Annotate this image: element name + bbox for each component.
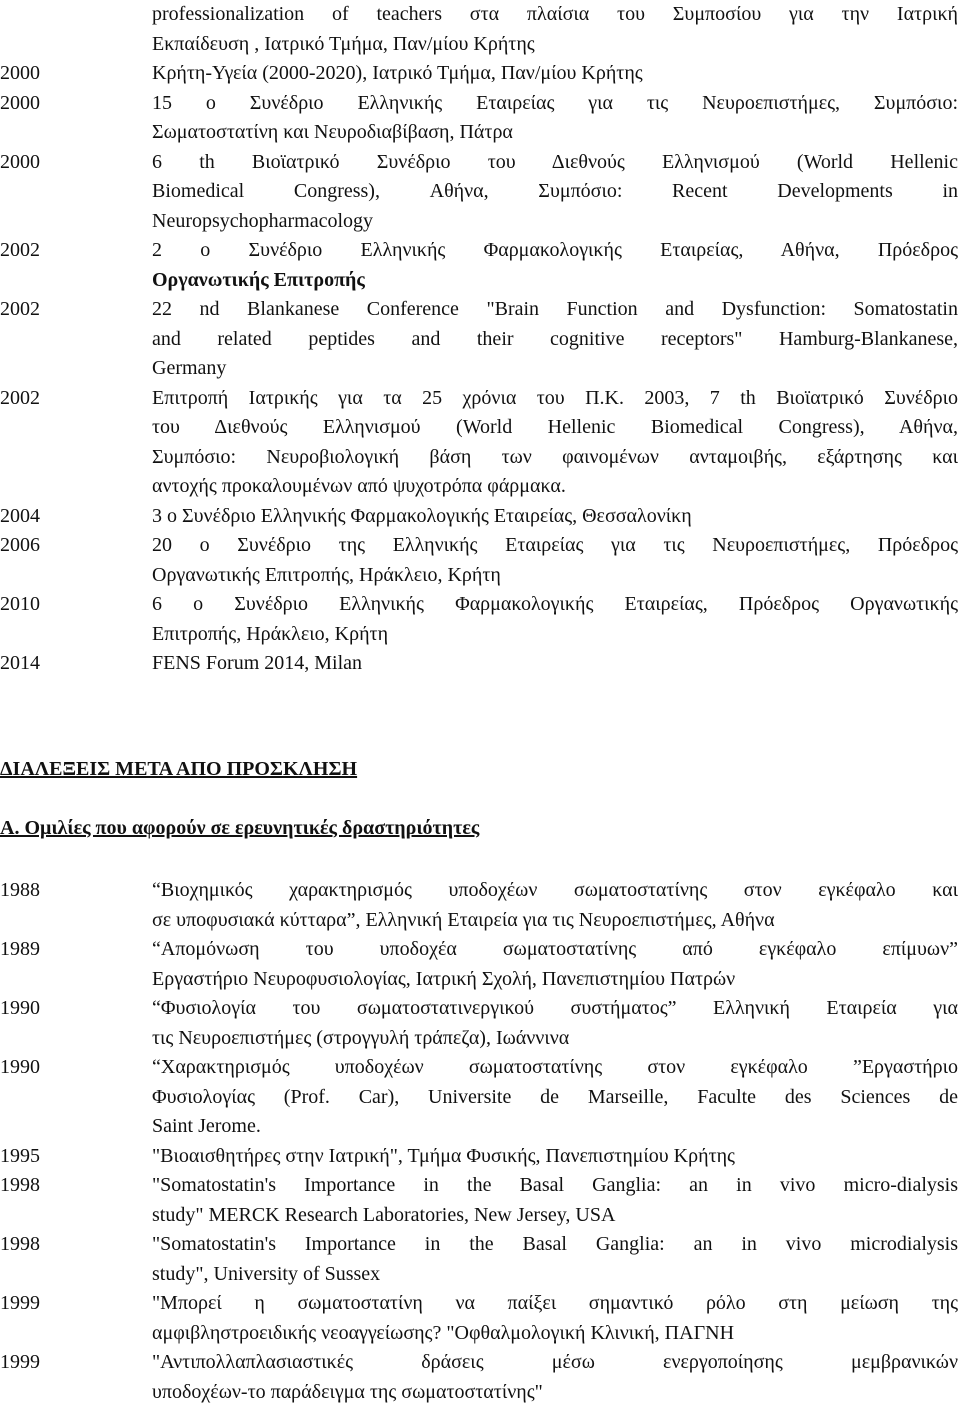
entry-text [152,649,960,679]
entry-year: 2002 [0,384,152,414]
entry-line: Εκπαίδευση , Ιατρικό Τμήμα, Παν/μίου Κρήτης [152,30,958,60]
entry-text [152,876,960,935]
entry-line: του Διεθνούς Ελληνισμού (World Hellenic Biomedical Congress), Αθήνα, [152,413,958,443]
entry-line: "Αντιπολλαπλασιαστικές δράσεις μέσω ενεργοποίησης μεμβρανικών [152,1348,958,1378]
entry-text [152,148,960,237]
entry-line: study", University of Sussex [152,1260,958,1290]
entry-year: 1998 [0,1171,152,1201]
list-item [0,59,960,89]
list-item [0,590,960,649]
talks-list [0,876,960,1407]
entry-line: αμφιβληστροειδικής νεοαγγείωσης? "Οφθαλμολογική Κλινική, ΠΑΓΝΗ [152,1319,958,1349]
entry-line: Οργανωτικής Επιτροπής, Ηράκλειο, Κρήτη [152,561,958,591]
entry-year: 2014 [0,649,152,679]
list-item [0,0,960,59]
entry-text [152,935,960,994]
entry-line: "Μπορεί η σωματοστατίνη να παίξει σημαντικό ρόλο στη μείωση της [152,1289,958,1319]
conference-list [0,0,960,679]
entry-year: 1990 [0,994,152,1024]
entry-text [152,502,960,532]
entry-line: Neuropsychopharmacology [152,207,958,237]
list-item [0,1289,960,1348]
list-item [0,148,960,237]
entry-line: "Somatostatin's Importance in the Basal Ganglia: an in vivo microdialysis [152,1230,958,1260]
list-item [0,1142,960,1172]
list-item [0,935,960,994]
list-item [0,649,960,679]
entry-line: Εργαστήριο Νευροφυσιολογίας, Ιατρική Σχολή, Πανεπιστημίου Πατρών [152,965,958,995]
list-item [0,994,960,1053]
entry-line: υποδοχέων-το παράδειγμα της σωματοστατίνης" [152,1378,958,1407]
entry-year: 2002 [0,295,152,325]
entry-year: 2000 [0,59,152,89]
entry-line: τις Νευροεπιστήμες (στρογγυλή τράπεζα), Ιωάννινα [152,1024,958,1054]
subsection-heading: Α. Ομιλίες που αφορούν σε ερευνητικές δραστηριότητες [0,817,479,840]
entry-year: 1999 [0,1289,152,1319]
entry-line: 15 o Συνέδριο Ελληνικής Εταιρείας για τις Νευροεπιστήμες, Συμπόσιο: [152,89,958,119]
list-item [0,1171,960,1230]
entry-text [152,1142,960,1172]
entry-line: Οργανωτικής Επιτροπής [152,266,958,296]
section-heading: ΔΙΑΛΕΞΕΙΣ ΜΕΤΑ ΑΠΟ ΠΡΟΣΚΛΗΣΗ [0,758,357,781]
list-item [0,502,960,532]
entry-line: 22 nd Blankanese Conference "Brain Function and Dysfunction: Somatostatin [152,295,958,325]
list-item [0,1348,960,1407]
entry-line: "Somatostatin's Importance in the Basal Ganglia: an in vivo micro-dialysis [152,1171,958,1201]
entry-text [152,384,960,502]
entry-year: 2000 [0,148,152,178]
entry-line: “Φυσιολογία του σωματοστατινεργικού συστήματος” Ελληνική Εταιρεία για [152,994,958,1024]
entry-text [152,1171,960,1230]
entry-year: 1995 [0,1142,152,1172]
entry-line: study" MERCK Research Laboratories, New Jersey, USA [152,1201,958,1231]
entry-text [152,236,960,295]
list-item [0,1053,960,1142]
entry-year: 1989 [0,935,152,965]
entry-line: and related peptides and their cognitive receptors" Hamburg-Blankanese, [152,325,958,355]
list-item [0,89,960,148]
entry-text [152,1289,960,1348]
entry-text [152,1053,960,1142]
entry-line: Biomedical Congress), Αθήνα, Συμπόσιο: Recent Developments in [152,177,958,207]
list-item [0,236,960,295]
entry-line: Επιτροπής, Ηράκλειο, Κρήτη [152,620,958,650]
list-item [0,531,960,590]
list-item [0,1230,960,1289]
entry-year: 2002 [0,236,152,266]
entry-line: 20 o Συνέδριο της Ελληνικής Εταιρείας για τις Νευροεπιστήμες, Πρόεδρος [152,531,958,561]
entry-line: 6 th Βιοϊατρικό Συνέδριο του Διεθνούς Ελληνισμού (World Hellenic [152,148,958,178]
entry-year: 1998 [0,1230,152,1260]
entry-text [152,295,960,384]
list-item [0,876,960,935]
list-item [0,384,960,502]
entry-text [152,590,960,649]
entry-line: FENS Forum 2014, Milan [152,649,958,679]
entry-year: 1988 [0,876,152,906]
entry-text [152,1348,960,1407]
entry-line: "Βιοαισθητήρες στην Ιατρική", Τμήμα Φυσικής, Πανεπιστημίου Κρήτης [152,1142,958,1172]
entry-line: 3 o Συνέδριο Ελληνικής Φαρμακολογικής Εταιρείας, Θεσσαλονίκη [152,502,958,532]
entry-year: 2010 [0,590,152,620]
entry-line: Σωματοστατίνη και Νευροδιαβίβαση, Πάτρα [152,118,958,148]
entry-line: Saint Jerome. [152,1112,958,1142]
entry-line: professionalization of teachers στα πλαίσια του Συμποσίου για την Ιατρική [152,0,958,30]
entry-text [152,994,960,1053]
list-item [0,295,960,384]
entry-text [152,531,960,590]
entry-line: αντοχής προκαλουμένων από ψυχοτρόπα φάρμακα. [152,472,958,502]
entry-line: σε υποφυσιακά κύτταρα”, Ελληνική Εταιρεία για τις Νευροεπιστήμες, Αθήνα [152,906,958,936]
entry-line: Φυσιολογίας (Prof. Car), Universite de Marseille, Faculte des Sciences de [152,1083,958,1113]
entry-text [152,0,960,59]
entry-line: Germany [152,354,958,384]
entry-line: “Απομόνωση του υποδοχέα σωματοστατίνης από εγκέφαλο επίμυων” [152,935,958,965]
entry-line: Επιτροπή Ιατρικής για τα 25 χρόνια του Π.Κ. 2003, 7 th Βιοϊατρικό Συνέδριο [152,384,958,414]
entry-text [152,59,960,89]
entry-year: 2000 [0,89,152,119]
entry-text [152,1230,960,1289]
entry-year: 2006 [0,531,152,561]
entry-line: 2 o Συνέδριο Ελληνικής Φαρμακολογικής Εταιρείας, Αθήνα, Πρόεδρος [152,236,958,266]
entry-text [152,89,960,148]
entry-line: “Χαρακτηρισμός υποδοχέων σωματοστατίνης στον εγκέφαλο ”Εργαστήριο [152,1053,958,1083]
entry-line: Συμπόσιο: Νευροβιολογική βάση των φαινομένων ανταμοιβής, εξάρτησης και [152,443,958,473]
entry-line: 6 o Συνέδριο Ελληνικής Φαρμακολογικής Εταιρείας, Πρόεδρος Οργανωτικής [152,590,958,620]
entry-line: “Βιοχημικός χαρακτηρισμός υποδοχέων σωματοστατίνης στον εγκέφαλο και [152,876,958,906]
entry-line: Κρήτη-Υγεία (2000-2020), Ιατρικό Τμήμα, Παν/μίου Κρήτης [152,59,958,89]
entry-year: 1999 [0,1348,152,1378]
entry-year: 2004 [0,502,152,532]
entry-year: 1990 [0,1053,152,1083]
